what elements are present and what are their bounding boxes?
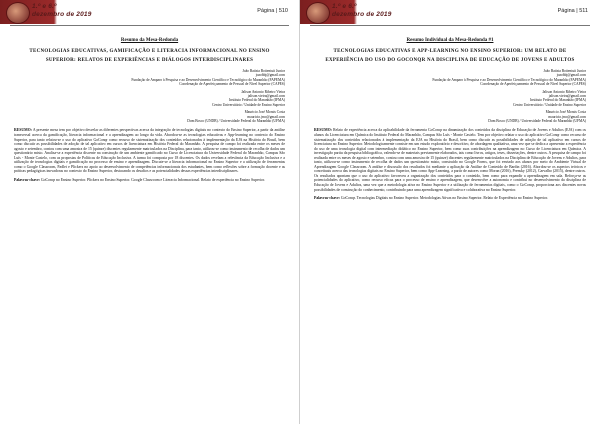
header-rule [10,25,289,26]
page-right [300,0,600,424]
event-logo [306,2,330,24]
keywords-label: Palavras-chave: [314,196,340,201]
keywords [314,196,586,201]
section-title: Resumo Individual da Mesa-Redonda #1 [406,38,494,43]
author-entry [314,69,586,87]
author-affiliation: Fundação de Amparo à Pesquisa e ao Desenvolvimento Científico e Tecnológico do Maranhão (FAPEMA) [432,77,586,82]
author-list [314,69,586,123]
abstract [14,128,285,173]
author-affiliation: Centro Universitário / Unidade de Ensino Superior [211,102,285,107]
author-name: João Batista Bottentuit Junior [543,69,586,73]
author-entry [14,69,285,87]
author-affiliation: Coordenação de Aperfeiçoamento de Pessoal de Nível Superior (CAPES) [480,82,586,87]
author-email[interactable]: mauricio.jmc@gmail.com [548,114,586,119]
section-title: Resumo da Mesa-Redonda [120,38,179,43]
abstract [314,128,586,192]
author-email[interactable]: joaobbj@gmail.com [556,73,586,78]
abstract-label: RESUMO: [314,128,332,133]
author-list [14,69,285,123]
event-dates [332,3,392,19]
page-number: Página | 511 [557,8,588,14]
author-name: Jalison Antonio Ribeiro Vieira [542,89,586,94]
author-affiliation: Instituto Federal do Maranhão (IFMA) [530,98,586,103]
author-name: Mauricio José Morais Costa [244,110,285,115]
keywords [14,178,285,183]
author-name: João Batista Bottentuit Junior [242,69,285,73]
abstract-label: RESUMO: [14,128,32,133]
author-name: Mauricio José Morais Costa [545,110,586,115]
event-banner [300,0,600,24]
abstract-text: Relato de experiência acerca da aplicabilidade da ferramenta GoConqr na dinamização dos conteúdos da disciplina de Educação de Jovens e Adultos (EJA) com os alunos da Licenciatura em Química do Instituto Federal do Maranhão, Campus São Luís - Monte Castelo. Tem por objetivo relatar o uso do aplicativo GoConqr como recurso de sistematização dos conteúdos relacionados à implementação da EJA na História do Brasil, bem como discutir as possibilidades de adoção de tal aplicativo em cursos de licenciatura no Ensino Superior. Metodologicamente consiste em um estudo exploratório e descritivo, de abordagem qualitativa, uma vez que se dedica a apresentar a experiência do uso de uma tecnologia digital com intermediação didático no Ensino Superior, bem como suas contribuições na aprendizagem no Curso de Licenciatura em Química. A investigação partiu da pesquisa bibliográfica, valendo-se de materiais previamente elaborados, tais como livros, artigos, teses, dissertações, dentre outros. A pesquisa de campo foi realizada entre os meses de agosto e setembro, contou com uma amostra de 15 (quinze) discentes regularmente matriculados na Disciplina de Educação de Jovens e Adultos, para tanto, utilizou-se como instrumento de recolha de dados um questionário misto, construído no Google Forms, que foi enviado aos alunos por meio do Ambiente Virtual de Aprendizagem Google Classroom. A análise e discussão dos resultados foi mediante a aplicação da Análise de Conteúdo de Bardin (2016). Abordou-se os aspectos teóricos e conceituais acerca das tecnologias digitais no Ensino Superior, bem como App-Learning, a partir de autores como Moran (2016), Prensky (2012), Carvalho (2015), dentre outros. Os resultados apontam que o uso do aplicativo favoreceu a organização dos conteúdos para o conteúdo, bem como para expandir a aprendizagem em sala. Reforça-se as potencialidades do aplicativo, como recurso eficaz para o processo de ensino e aprendizagem, que desenvolve a autonomia e contribui no desenvolvimento da disciplina de Educação de Jovens e Adultos, uma vez que a metodologia ativa no Ensino Superior e a utilização de ferramentas digitais, como o GoConqr, proporciona aos discentes novas possibilidades de construção do conhecimento, contribuindo para uma aprendizagem significativa e colaborativa no Ensino Superior. [314,128,587,192]
paper-title: TECNOLOGIAS EDUCATIVAS E APP-LEARNING NO ENSINO SUPERIOR: UM RELATO DE EXPERIÊNCIA DO USO DO GOCONQR NA DISCIPLINA DE EDUCAÇÃO DE JOVENS E ADULTOS [325,49,575,63]
page-content [14,38,285,418]
event-dates-line2: dezembro de 2019 [332,11,392,18]
author-affiliation: Centro Universitário / Unidade de Ensino Superior [512,102,586,107]
author-entry [314,110,586,123]
author-email[interactable]: jalison.vieira@gmail.com [247,94,285,99]
keywords-text: GoConqr no Ensino Superior. Plickers no Ensino Superior. Google Classroom e Literacia Informacional. Relato de experiência no Ensino Superior. [40,177,265,182]
author-email[interactable]: joaobbj@gmail.com [255,73,285,78]
author-entry [14,90,285,108]
event-dates [32,3,92,19]
event-banner [0,0,300,24]
author-email[interactable]: jalison.vieira@gmail.com [548,94,586,99]
author-affiliation: Coordenação de Aperfeiçoamento de Pessoal de Nível Superior (CAPES) [179,82,285,87]
event-logo [6,2,30,24]
event-dates-line1: 1.º e 6.º [332,3,357,10]
event-dates-line1: 1.º e 6.º [32,3,57,10]
author-affiliation: Dom Bosco (UNDB) / Universidade Federal do Maranhão (UFMA) [488,119,586,124]
event-dates-line2: dezembro de 2019 [32,11,92,18]
header-rule [310,25,590,26]
keywords-text: GoConqr. Tecnologias Digitais no Ensino Superior. Metodologias Ativas no Ensino Superior. Relato de Experiência no Ensino Superior. [340,196,548,201]
keywords-label: Palavras-chave: [14,177,40,182]
page-content [314,38,586,418]
author-affiliation: Dom Bosco (UNDB) / Universidade Federal do Maranhão (UFMA) [187,119,285,124]
paper-title: TECNOLOGIAS EDUCATIVAS, GAMIFICAÇÃO E LITERACIA INFORMACIONAL NO ENSINO SUPERIOR: RELATOS DE EXPERIÊNCIAS E DIÁLOGOS INTERDISCIPLINARES [29,49,270,63]
author-affiliation: Instituto Federal do Maranhão (IFMA) [229,98,285,103]
page-number: Página | 510 [257,8,288,14]
author-entry [314,90,586,108]
author-affiliation: Fundação de Amparo à Pesquisa e ao Desenvolvimento Científico e Tecnológico do Maranhão (FAPEMA) [131,77,285,82]
author-email[interactable]: mauricio.jmc@gmail.com [247,114,285,119]
abstract-text: A presente mesa tem por objetivo desvelar as diferentes perspectivas acerca da integração de tecnologias digitais no contexto do Ensino Superior, a partir da análise transversal acerca da gamificação, literacia informacional e a aprendizagem ao longo da vida. Abordou-se as tecnologias educativas e App-learning no contexto do Ensino Superior, para tanto relatou-se o uso do aplicativo GoConqr como recurso de sistematização dos conteúdos relacionados à implementação da EJA na História do Brasil, bem como discutir as possibilidades de adoção de tal aplicativo em cursos de licenciatura em História Federal do Maranhão. A pesquisa de campo foi realizada entre os meses de agosto e setembro, contou com uma amostra de 15 (quinze) discentes regularmente matriculados na Disciplina, para tanto, utilizou-se como instrumento de recolha de dados um questionário misto. Analisa-se a experiência discente na construção de um ambiente gamificado no Curso de Licenciatura da Universidade Federal do Maranhão, Campus São Luís - Monte Castelo, com as propostas de Políticas de Educação Inclusiva. A turma foi composta por 18 discentes. Os dados revelam a relevância da Educação Inclusiva e a utilização de tecnologias digitais e gamificação no processo de ensino e aprendizagem. Discute-se a literacia informacional no Ensino Superior e a utilização de ferramentas como o Google Classroom, Padlet e Plickers no apoio ao desenvolvimento de competências informacionais dos estudantes, bem como reflexões sobre a formação docente e as práticas pedagógicas inovadoras no contexto do Ensino Superior, destacando os desafios e as potencialidades dessas experiências interdisciplinares. [14,128,285,174]
author-name: Jalison Antonio Ribeiro Vieira [241,89,285,94]
author-entry [14,110,285,123]
